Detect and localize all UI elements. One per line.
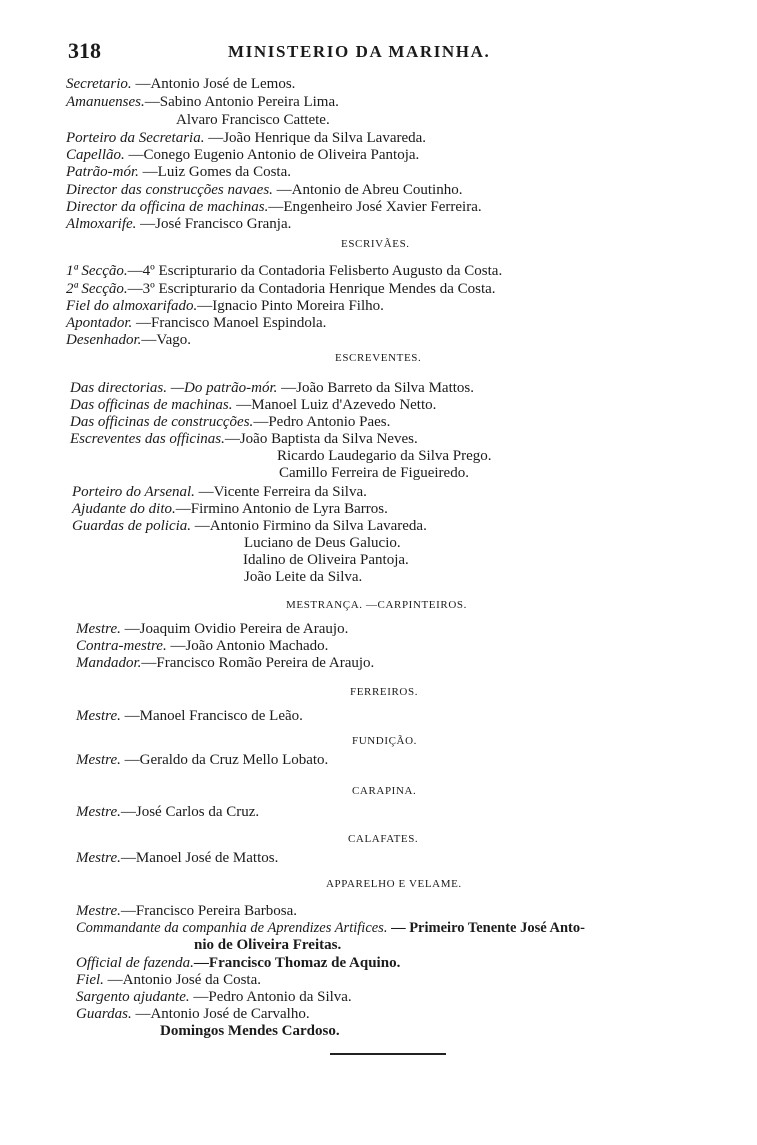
entry-role: Guardas. — [76, 1006, 132, 1022]
entry-line — [244, 535, 401, 552]
entry-role: Commandante da companhia de Aprendizes Artifices. — [76, 920, 388, 936]
entry-line — [70, 397, 436, 414]
entry-text: —Manoel José de Mattos. — [120, 850, 279, 866]
entry-line — [76, 955, 400, 972]
entry-line — [66, 147, 419, 164]
entry-text: João Leite da Silva. — [244, 569, 363, 585]
entry-text: —Antonio Firmino da Silva Lavareda. — [191, 518, 427, 534]
entry-text: Camillo Ferreira de Figueiredo. — [279, 465, 469, 481]
entry-line — [72, 518, 427, 535]
entry-text: Ricardo Laudegario da Silva Prego. — [277, 448, 492, 464]
entry-line — [70, 431, 418, 448]
entry-role: 2ª Secção. — [66, 281, 128, 297]
entry-text: —José Francisco Granja. — [136, 216, 292, 232]
entry-role: Mandador. — [76, 655, 142, 671]
entry-text: —Manoel Francisco de Leão. — [120, 708, 303, 724]
section-heading: ESCREVENTES. — [335, 352, 422, 364]
entry-role: Mestre. — [76, 621, 121, 637]
entry-role: Apontador. — [66, 315, 133, 331]
entry-line — [72, 484, 367, 501]
page-number: 318 — [68, 38, 101, 63]
entry-role: Escreventes das officinas. — [70, 431, 225, 447]
entry-text: Domingos Mendes Cardoso. — [160, 1023, 340, 1039]
section-heading: CALAFATES. — [348, 833, 419, 845]
entry-line — [76, 752, 328, 769]
entry-line — [194, 937, 341, 954]
entry-line — [76, 708, 303, 725]
entry-text: nio de Oliveira Freitas. — [194, 937, 342, 953]
entry-role: Desenhador. — [66, 332, 142, 348]
entry-text: —Vago. — [141, 332, 191, 348]
entry-role: Director das construcções navaes. — [66, 182, 273, 198]
entry-line — [76, 621, 348, 638]
entry-role: Secretario. — [66, 76, 132, 92]
entry-role: Das directorias. —Do patrão-mór. — [70, 380, 278, 396]
entry-text: —Geraldo da Cruz Mello Lobato. — [120, 752, 329, 768]
entry-role: Capellão. — [66, 147, 125, 163]
entry-line — [72, 501, 388, 518]
entry-text: —Engenheiro José Xavier Ferreira. — [268, 199, 482, 215]
entry-role: Sargento ajudante. — [76, 989, 190, 1005]
entry-line — [76, 972, 261, 989]
entry-role: Patrão-mór. — [66, 164, 139, 180]
entry-role: Contra-mestre. — [76, 638, 167, 654]
entry-text: —3º Escripturario da Contadoria Henrique Mendes da Costa. — [127, 281, 496, 297]
entry-line — [66, 298, 384, 315]
entry-text: —Vicente Ferreira da Silva. — [194, 484, 367, 500]
entry-text: —João Barreto da Silva Mattos. — [277, 380, 475, 396]
entry-text: —Ignacio Pinto Moreira Filho. — [197, 298, 384, 314]
entry-line — [176, 112, 330, 129]
entry-text: —João Baptista da Silva Neves. — [224, 431, 418, 447]
section-heading: CARAPINA. — [352, 785, 417, 797]
entry-role: Mestre. — [76, 903, 121, 919]
entry-role: Fiel. — [76, 972, 104, 988]
entry-text: —João Antonio Machado. — [166, 638, 329, 654]
entry-text: —Manoel Luiz d'Azevedo Netto. — [232, 397, 437, 413]
entry-text: —Pedro Antonio Paes. — [253, 414, 391, 430]
entry-line — [70, 414, 390, 431]
entry-role: 1ª Secção. — [66, 263, 128, 279]
entry-text: Luciano de Deus Galucio. — [244, 535, 401, 551]
entry-line — [66, 332, 191, 349]
section-heading: ESCRIVÃES. — [341, 238, 410, 250]
section-heading: MESTRANÇA. —CARPINTEIROS. — [286, 599, 467, 611]
entry-role: Mestre. — [76, 708, 121, 724]
section-heading: APPARELHO E VELAME. — [326, 878, 462, 890]
entry-line — [66, 263, 502, 280]
entry-line — [76, 903, 297, 920]
entry-text: —José Carlos da Cruz. — [120, 804, 260, 820]
entry-line — [66, 182, 462, 199]
entry-line — [66, 130, 426, 147]
entry-line — [70, 380, 474, 397]
entry-text: —Firmino Antonio de Lyra Barros. — [175, 501, 388, 517]
entry-text: —Sabino Antonio Pereira Lima. — [144, 94, 339, 110]
entry-line — [243, 552, 409, 569]
entry-text: —Antonio José da Costa. — [103, 972, 261, 988]
entry-text: —Pedro Antonio da Silva. — [189, 989, 352, 1005]
entry-line — [66, 315, 326, 332]
entry-line — [66, 164, 291, 181]
entry-line — [66, 199, 482, 216]
entry-line — [76, 920, 585, 937]
entry-line — [76, 804, 259, 821]
entry-text: —Francisco Romão Pereira de Araujo. — [141, 655, 375, 671]
entry-role: Amanuenses. — [66, 94, 145, 110]
entry-role: Director da officina de machinas. — [66, 199, 269, 215]
entry-text: — Primeiro Tenente José Anto- — [387, 920, 585, 936]
entry-text: —João Henrique da Silva Lavareda. — [204, 130, 427, 146]
section-heading: FUNDIÇÃO. — [352, 735, 417, 747]
entry-role: Ajudante do dito. — [72, 501, 176, 517]
entry-text: —4º Escripturario da Contadoria Felisberto Augusto da Costa. — [127, 263, 503, 279]
entry-line — [66, 76, 295, 93]
entry-role: Das officinas de machinas. — [70, 397, 233, 413]
entry-line — [277, 448, 492, 465]
section-heading: FERREIROS. — [350, 686, 419, 698]
entry-line — [76, 1006, 310, 1023]
entry-line — [76, 638, 328, 655]
closing-rule — [330, 1053, 446, 1055]
entry-text: —Antonio José de Lemos. — [131, 76, 296, 92]
entry-text: —Francisco Thomaz de Aquino. — [193, 955, 401, 971]
entry-line — [279, 465, 469, 482]
entry-text: —Antonio José de Carvalho. — [131, 1006, 310, 1022]
entry-text: —Francisco Pereira Barbosa. — [120, 903, 298, 919]
entry-line — [66, 94, 339, 111]
entry-role: Mestre. — [76, 850, 121, 866]
entry-text: —Francisco Manoel Espindola. — [132, 315, 327, 331]
entry-role: Das officinas de construcções. — [70, 414, 254, 430]
entry-line — [76, 655, 374, 672]
entry-role: Official de fazenda. — [76, 955, 194, 971]
entry-text: Idalino de Oliveira Pantoja. — [243, 552, 409, 568]
entry-role: Guardas de policia. — [72, 518, 192, 534]
entry-role: Almoxarife. — [66, 216, 137, 232]
entry-text: —Luiz Gomes da Costa. — [138, 164, 291, 180]
entry-line — [66, 281, 496, 298]
entry-role: Fiel do almoxarifado. — [66, 298, 198, 314]
entry-line — [76, 850, 278, 867]
entry-line — [66, 216, 291, 233]
entry-role: Mestre. — [76, 752, 121, 768]
running-title: MINISTERIO DA MARINHA. — [228, 42, 491, 61]
entry-role: Porteiro da Secretaria. — [66, 130, 205, 146]
entry-text: —Joaquim Ovidio Pereira de Araujo. — [120, 621, 349, 637]
entry-text: —Antonio de Abreu Coutinho. — [272, 182, 463, 198]
entry-role: Mestre. — [76, 804, 121, 820]
entry-line — [244, 569, 362, 586]
entry-line — [160, 1023, 340, 1040]
entry-role: Porteiro do Arsenal. — [72, 484, 195, 500]
entry-line — [76, 989, 352, 1006]
entry-text: Alvaro Francisco Cattete. — [176, 112, 330, 128]
entry-text: —Conego Eugenio Antonio de Oliveira Pantoja. — [124, 147, 420, 163]
